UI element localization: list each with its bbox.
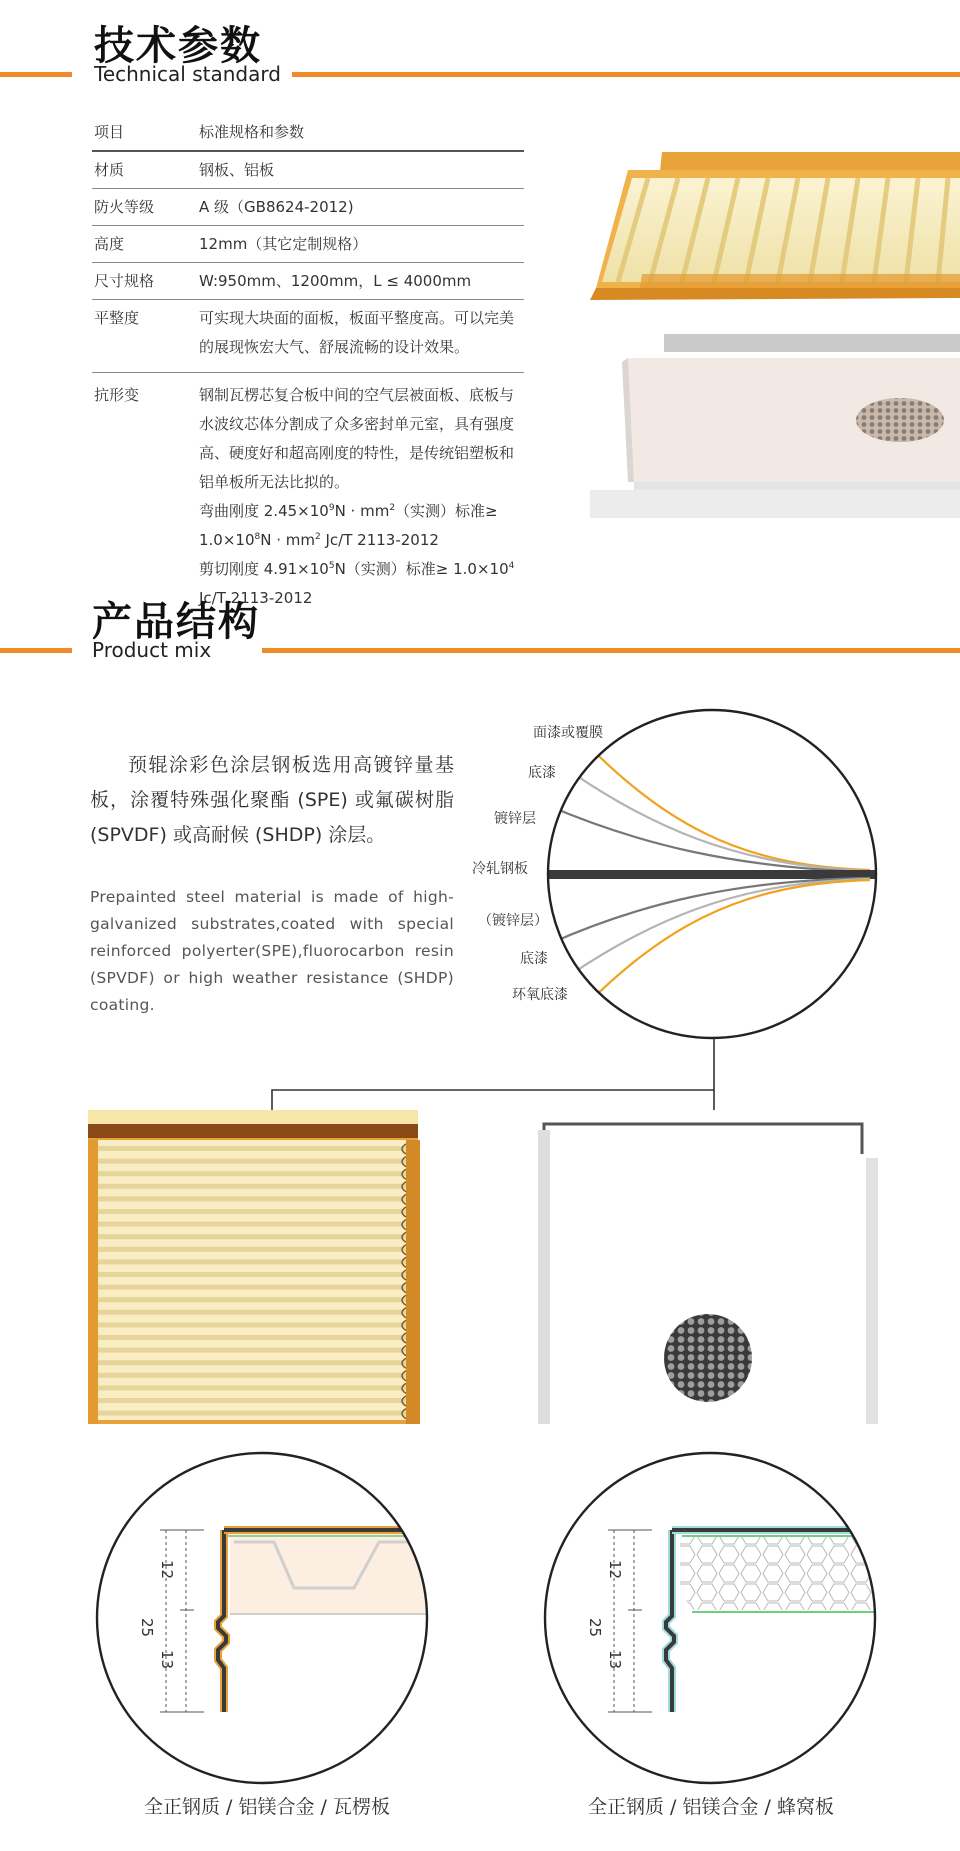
dim-label-total: 25 (586, 1618, 604, 1638)
table-row (92, 189, 524, 226)
intro-english: Prepainted steel material is made of high-galvanized substrates,coated with special reinforced polyerter(SPE),fluorocarbon resin (SPVDF) or high weather resistance (SHDP) coating. (90, 888, 454, 1014)
section-subtitle-technical: Technical standard (94, 62, 281, 86)
corrugation-rib (98, 1247, 408, 1252)
spec-header-row (92, 114, 524, 151)
bend-standard: $1.0\times 10^8N \cdot mm^2$ Jc/T 2113-2012 (199, 531, 439, 549)
spec-key: 材质 (94, 161, 125, 179)
dimension-lines (608, 1530, 652, 1712)
caption-corrugated: 全正钢质 / 铝镁合金 / 瓦楞板 (144, 1796, 390, 1818)
spec-value: 钢板、铝板 (199, 161, 275, 179)
spec-key: 抗形变 (94, 386, 140, 404)
corrugation-rib (98, 1159, 408, 1164)
section-title-product: 产品结构 (92, 599, 260, 645)
corrugation-rib (98, 1360, 408, 1365)
deform-desc: 钢制瓦楞芯复合板中间的空气层被面板、底板与水波纹芯体分割成了众多密封单元室，具有强度高、硬度好和超高刚度的特性，是传统铝塑板和铝单板所无法比拟的。 (199, 386, 515, 491)
corrugation-rib (98, 1171, 408, 1176)
corrugation-rib (98, 1297, 408, 1302)
corrugated-core (602, 178, 960, 282)
corrugation-rib (98, 1272, 408, 1277)
corrugation-rib (98, 1335, 408, 1340)
honeycomb-panel-image (536, 1110, 880, 1424)
spec-table (92, 114, 524, 616)
corrugation-rib (98, 1411, 408, 1416)
corrugation-rib (98, 1322, 408, 1327)
corrugation-rib (98, 1222, 408, 1227)
corrugation-rib (98, 1385, 408, 1390)
corrugation-rib (98, 1398, 408, 1403)
shear-standard: Jc/T 2113-2012 (199, 589, 313, 607)
table-row (92, 151, 524, 189)
spec-key: 高度 (94, 235, 125, 253)
corrugation-rib (98, 1310, 408, 1315)
spec-value: 可实现大块面的面板，板面平整度高。可以完美的展现恢宏大气、舒展流畅的设计效果。 (199, 309, 515, 356)
layer-label: （镀锌层） (478, 913, 548, 929)
corrugation-rib (98, 1285, 408, 1290)
spec-value: 12mm（其它定制规格） (199, 235, 368, 253)
intro-chinese: 预辊涂彩色涂层钢板选用高镀锌量基板，涂覆特殊强化聚酯 (SPE) 或氟碳树脂 (SPVDF) 或高耐候 (SHDP) 涂层。 (90, 754, 454, 846)
section-title-technical: 技术参数 (94, 23, 262, 69)
corrugation-ribs (98, 1140, 408, 1420)
spec-value: A 级（GB8624-2012) (199, 198, 354, 216)
corrugation-rib (98, 1234, 408, 1239)
dim-label-bottom: 13 (606, 1650, 624, 1670)
white-base-panel (590, 334, 960, 518)
shear-rigidity: 剪切刚度 $4.91\times 10^5N$（实测）标准≥ $1.0\times 10^4$ (199, 560, 515, 578)
accent-rule-right (292, 72, 960, 77)
corrugation-rib (98, 1146, 408, 1151)
layer-label: 面漆或覆膜 (533, 725, 603, 741)
spec-table-wrap (92, 114, 524, 616)
spec-key: 平整度 (94, 309, 140, 327)
layer-label: 底漆 (528, 765, 556, 781)
spec-key: 防火等级 (94, 198, 155, 216)
honeycomb-cutout (856, 398, 944, 442)
corrugated-panel-image (88, 1110, 428, 1424)
layer-label: 环氧底漆 (512, 987, 568, 1003)
dim-label-top: 12 (606, 1560, 624, 1580)
table-row (92, 300, 524, 373)
caption-honeycomb: 全正钢质 / 铝镁合金 / 蜂窝板 (588, 1796, 834, 1818)
exploded-panel-illustration (588, 148, 960, 520)
dim-label-total: 25 (138, 1618, 156, 1638)
spec-value: 标准规格和参数 (199, 123, 305, 141)
table-row (92, 263, 524, 300)
accent-rule-left (0, 72, 72, 77)
layer-label: 镀锌层 (494, 811, 536, 827)
coating-layer-circle (540, 706, 884, 1042)
corrugation-rib (98, 1196, 408, 1201)
spec-key: 项目 (94, 123, 125, 141)
table-row (92, 373, 524, 617)
bend-rigidity: 弯曲刚度 $2.45\times 10^9N \cdot mm^2$（实测）标准≥ (199, 502, 498, 520)
corrugation-rib (98, 1259, 408, 1264)
layer-label: 底漆 (520, 951, 548, 967)
corrugation-rib (98, 1184, 408, 1189)
section-subtitle-product: Product mix (92, 638, 212, 662)
spec-value: W:950mm、1200mm，L ≤ 4000mm (199, 272, 472, 290)
dim-label-top: 12 (158, 1560, 176, 1580)
corrugation-rib (98, 1209, 408, 1214)
spec-key: 尺寸规格 (94, 272, 155, 290)
corrugation-rib (98, 1348, 408, 1353)
spec-value-deform (199, 373, 524, 617)
accent-rule-right-2 (262, 648, 960, 653)
honeycomb-core-window (664, 1314, 752, 1402)
accent-rule-left-2 (0, 648, 72, 653)
layer-label: 冷轧钢板 (472, 861, 528, 877)
table-row (92, 226, 524, 263)
corrugation-rib (98, 1373, 408, 1378)
dim-label-bottom: 13 (158, 1650, 176, 1670)
dimension-lines (160, 1530, 204, 1712)
